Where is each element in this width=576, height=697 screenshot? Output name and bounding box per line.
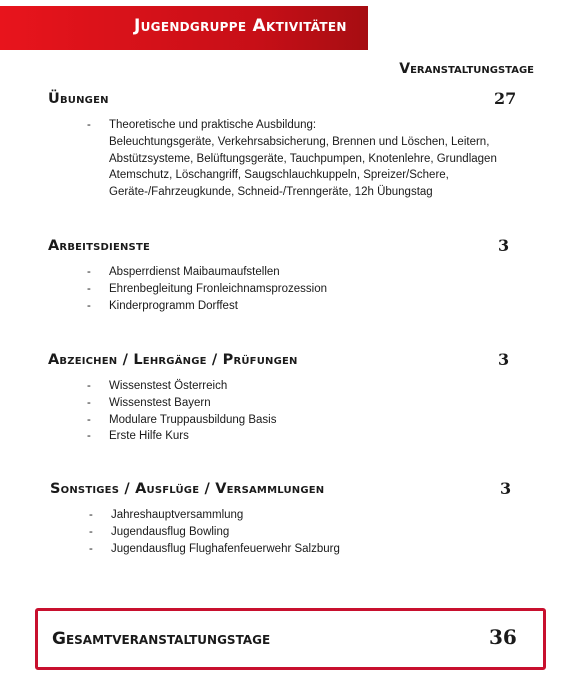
section-count-sonstiges: 3	[500, 479, 512, 498]
section-list-uebungen	[87, 117, 527, 201]
total-label: Gesamtveranstaltungstage	[52, 629, 271, 649]
section-list-abzeichen	[87, 378, 507, 445]
list-item: - Absperrdienst Maibaumaufstellen	[87, 264, 507, 281]
section-title-uebungen: Übungen	[48, 91, 109, 107]
list-item: - Wissenstest Bayern	[87, 395, 507, 412]
list-item: - Wissenstest Österreich	[87, 378, 507, 395]
list-item: - Kinderprogramm Dorffest	[87, 298, 507, 315]
section-count-abzeichen: 3	[498, 350, 510, 369]
section-list-sonstiges	[89, 507, 509, 557]
column-header: Veranstaltungstage	[399, 61, 534, 77]
section-count-arbeitsdienste: 3	[498, 236, 510, 255]
list-item: - Erste Hilfe Kurs	[87, 428, 507, 445]
page-title: Jugendgruppe Aktivitäten	[134, 16, 347, 36]
section-title-arbeitsdienste: Arbeitsdienste	[48, 238, 150, 254]
list-item: - Modulare Truppausbildung Basis	[87, 412, 507, 429]
section-title-sonstiges: Sonstiges / Ausflüge / Versammlungen	[50, 481, 325, 497]
list-item: - Jugendausflug Bowling	[89, 524, 509, 541]
total-count: 36	[489, 625, 517, 649]
section-count-uebungen: 27	[494, 89, 517, 108]
list-item: - Jahreshauptversammlung	[89, 507, 509, 524]
list-item: - Ehrenbegleitung Fronleichnamsprozession	[87, 281, 507, 298]
list-item: - Jugendausflug Flughafenfeuerwehr Salzburg	[89, 541, 509, 558]
section-title-abzeichen: Abzeichen / Lehrgänge / Prüfungen	[48, 352, 298, 368]
list-item: - Theoretische und praktische Ausbildung: Beleuchtungsgeräte, Verkehrsabsicherung, Brennen und Löschen, Leitern, Abstützsysteme, Belüftungsgeräte, Tauchpumpen, Knotenlehre, Grundlagen Atemschutz, Löschangriff, Saugschlauchkuppeln, Spreizer/Schere, Geräte-/Fahrzeugkunde, Schneid-/Trenngeräte, 12h Übungstag	[87, 117, 527, 201]
section-list-arbeitsdienste	[87, 264, 507, 314]
